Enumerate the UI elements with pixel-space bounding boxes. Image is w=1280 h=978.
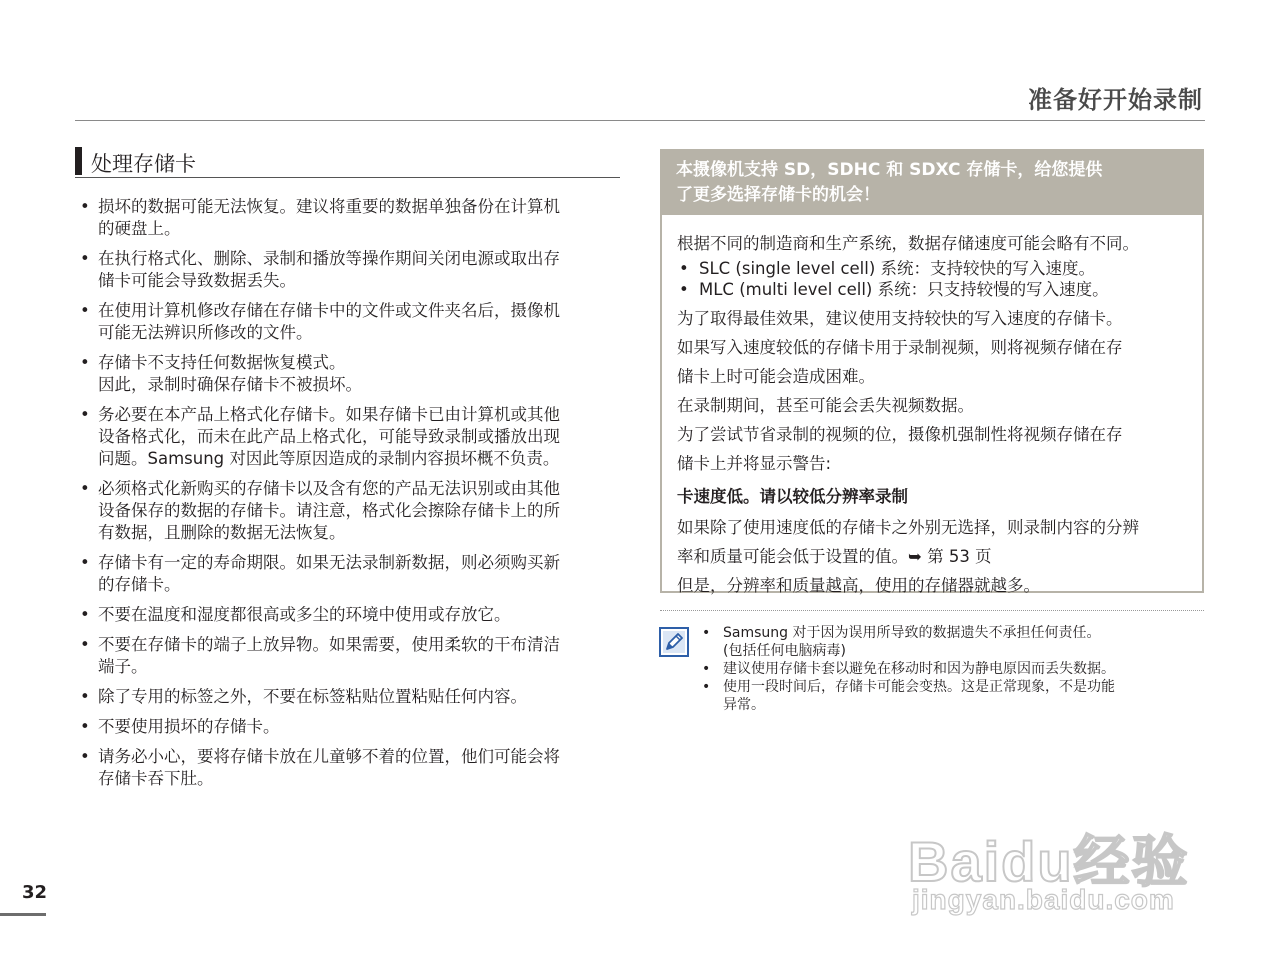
bullet-icon: • — [80, 747, 90, 766]
list-item: • 存储卡有一定的寿命期限。如果无法录制新数据，则必须购买新 的存储卡。 — [80, 553, 560, 594]
bullet-icon: • — [679, 280, 689, 299]
bullet-icon: • — [702, 679, 711, 695]
info-box-body — [662, 215, 1202, 600]
list-item: • 不要在存储卡的端子上放异物。如果需要，使用柔软的干布清洁 端子。 — [80, 635, 560, 676]
list-item: • 在使用计算机修改存储在存储卡中的文件或文件夹名后，摄像机 可能无法辨识所修改的文件。 — [80, 301, 560, 342]
bullet-icon: • — [80, 635, 90, 654]
list-item: • 务必要在本产品上格式化存储卡。如果存储卡已由计算机或其他 设备格式化，而未在此产品上格式化，可能导致录制或播放出现 问题。Samsung 对因此等原因造成的录制内容损坏概不负责。 — [80, 405, 560, 468]
sd-card-info-box — [660, 149, 1204, 593]
info-paragraph: 储卡上时可能会造成困难。 — [677, 367, 875, 386]
section-heading-bar — [75, 147, 82, 175]
bullet-icon: • — [80, 605, 90, 624]
bullet-icon: • — [702, 661, 711, 677]
list-item: • 除了专用的标签之外，不要在标签粘贴位置粘贴任何内容。 — [80, 687, 527, 706]
bullet-icon: • — [80, 353, 90, 372]
info-paragraph: 率和质量可能会低于设置的值。➥ 第 53 页 — [677, 547, 992, 566]
list-item: • 在执行格式化、删除、录制和播放等操作期间关闭电源或取出存 储卡可能会导致数据丢失。 — [80, 249, 560, 290]
info-paragraph: 如果写入速度较低的存储卡用于录制视频，则将视频存储在存 — [677, 338, 1123, 357]
note-pencil-icon — [659, 627, 689, 657]
handling-tips-list — [75, 196, 623, 798]
chapter-title: 准备好开始录制 — [1028, 86, 1203, 114]
list-item: • SLC (single level cell) 系统：支持较快的写入速度。 — [679, 259, 1096, 278]
bullet-icon: • — [80, 717, 90, 736]
bullet-icon: • — [80, 479, 90, 498]
bullet-icon: • — [80, 687, 90, 706]
watermark-logo: Baidu经验 — [908, 830, 1190, 893]
list-item: • 不要在温度和湿度都很高或多尘的环境中使用或存放它。 — [80, 605, 511, 624]
list-item: • 必须格式化新购买的存储卡以及含有您的产品无法识别或由其他 设备保存的数据的存储卡。请注意，格式化会擦除存储卡上的所 有数据，且删除的数据无法恢复。 — [80, 479, 560, 542]
bullet-icon: • — [80, 553, 90, 572]
bullet-icon: • — [679, 259, 689, 278]
list-item: • 存储卡不支持任何数据恢复模式。 因此，录制时确保存储卡不被损坏。 — [80, 353, 362, 394]
warning-message-title: 卡速度低。请以较低分辨率录制 — [677, 487, 908, 506]
info-paragraph: 在录制期间，甚至可能会丢失视频数据。 — [677, 396, 974, 415]
section-heading — [75, 145, 620, 178]
bullet-icon: • — [80, 301, 90, 320]
info-box-heading-line: 本摄像机支持 SD，SDHC 和 SDXC 存储卡，给您提供 — [676, 160, 1103, 180]
bullet-icon: • — [702, 625, 711, 641]
page-number-underline — [0, 913, 46, 916]
list-item: • MLC (multi level cell) 系统：只支持较慢的写入速度。 — [679, 280, 1109, 299]
watermark-url: jingyan.baidu.com — [912, 884, 1175, 915]
info-paragraph: 储卡上并将显示警告: — [677, 454, 832, 473]
page-number: 32 — [22, 882, 48, 903]
info-paragraph: 为了取得最佳效果，建议使用支持较快的写入速度的存储卡。 — [677, 309, 1123, 328]
info-box-heading-line: 了更多选择存储卡的机会！ — [676, 185, 880, 205]
info-intro: 根据不同的制造商和生产系统，数据存储速度可能会略有不同。 — [677, 234, 1139, 253]
info-paragraph: 但是，分辨率和质量越高，使用的存储器就越多。 — [677, 576, 1040, 595]
notes-list — [700, 624, 1180, 714]
header-divider — [75, 120, 1205, 121]
bullet-icon: • — [80, 405, 90, 424]
list-item: • 请务必小心，要将存储卡放在儿童够不着的位置，他们可能会将 存储卡吞下肚。 — [80, 747, 560, 788]
list-item: • 建议使用存储卡套以避免在移动时和因为静电原因而丢失数据。 — [702, 661, 1115, 677]
list-item: • Samsung 对于因为误用所导致的数据遗失不承担任何责任。 (包括任何电脑病毒) — [702, 625, 1101, 659]
watermark — [908, 780, 1208, 930]
info-paragraph: 如果除了使用速度低的存储卡之外别无选择，则录制内容的分辨 — [677, 518, 1139, 537]
note-divider — [660, 610, 1204, 611]
cell-type-list — [677, 258, 1194, 300]
list-item: • 损坏的数据可能无法恢复。建议将重要的数据单独备份在计算机 的硬盘上。 — [80, 197, 560, 238]
list-item: • 使用一段时间后，存储卡可能会变热。这是正常现象，不是功能 异常。 — [702, 679, 1115, 713]
bullet-icon: • — [80, 197, 90, 216]
info-box-heading — [662, 151, 1202, 215]
section-title: 处理存储卡 — [91, 152, 196, 176]
bullet-icon: • — [80, 249, 90, 268]
info-paragraph: 为了尝试节省录制的视频的位，摄像机强制性将视频存储在存 — [677, 425, 1123, 444]
list-item: • 不要使用损坏的存储卡。 — [80, 717, 280, 736]
